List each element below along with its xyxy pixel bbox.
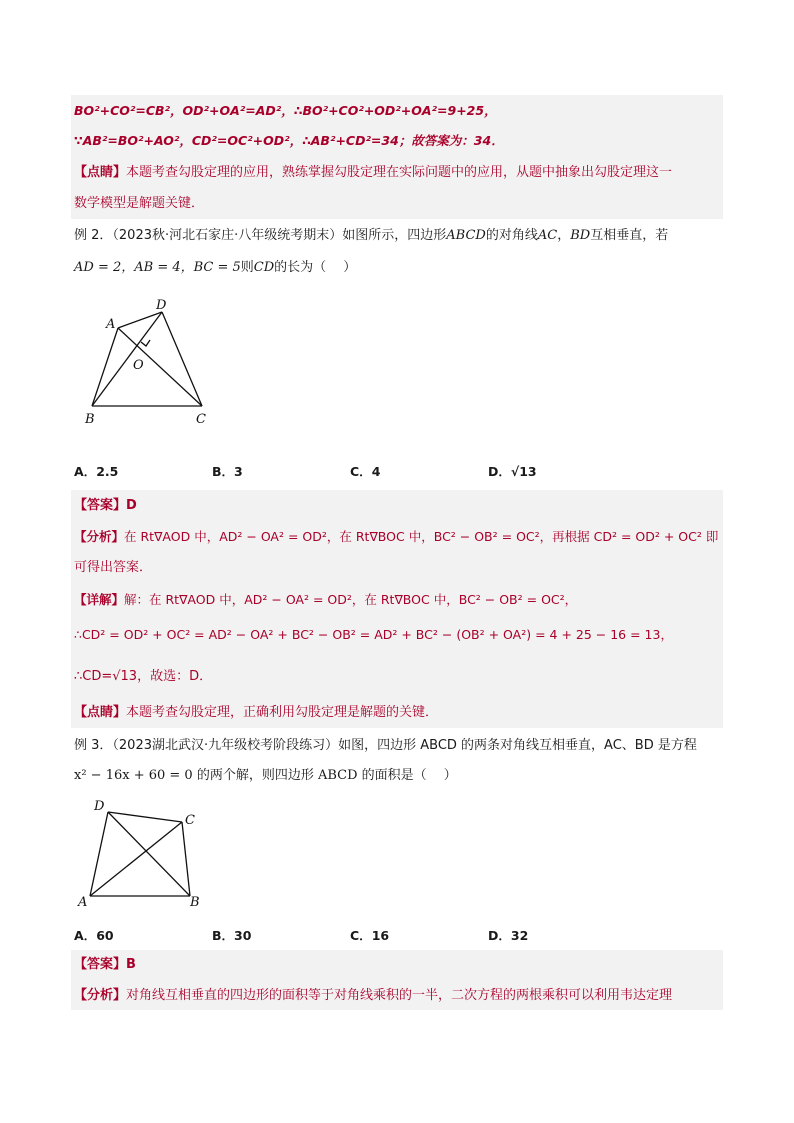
dianjing-1-cont: 数学模型是解题关键． <box>74 196 205 211</box>
example3-figure <box>72 792 212 912</box>
example2-figure <box>80 296 240 436</box>
ex3-option-a: A．60 <box>74 928 114 943</box>
ex2-option-d: D．√13 <box>488 464 537 479</box>
dianjing-1 <box>74 163 672 183</box>
ex2-option-a: A．2.5 <box>74 464 119 479</box>
example3-title: 例 3．（2023湖北武汉·九年级校考阶段练习）如图，四边形 ABCD 的两条对角线互相垂直，AC、BD 是方程 <box>74 738 697 753</box>
ex2-dianjing: 【点睛】本题考查勾股定理，正确利用勾股定理是解题的关键． <box>74 705 439 720</box>
ex2-label-o: O <box>133 358 144 373</box>
ex3-answer-value: B <box>126 957 136 972</box>
example2-condition: AD = 2，AB = 4，BC = 5则CD的长为（ ） <box>74 260 357 275</box>
ex2-detail-1: 【详解】解：在 Rt∇AOD 中，AD² − OA² = OD²，在 Rt∇BOC 中，BC² − OB² = OC²， <box>74 592 578 607</box>
ex2-analysis-cont: 可得出答案． <box>74 560 153 575</box>
ex2-answer-value: D <box>126 498 137 513</box>
ex2-detail-2: ∴CD² = OD² + OC² = AD² − OA² + BC² − OB² = AD² + BC² − (OB² + OA²) = 4 + 25 − 16 = 13， <box>74 627 673 642</box>
ex2-option-c: C．4 <box>350 464 381 479</box>
ex2-answer: 【答案】D <box>74 498 137 513</box>
solution-line-2: ∵AB²=BO²+AO²，CD²=OC²+OD²，∴AB²+CD²=34；故答案为：34． <box>74 133 504 148</box>
solution-line-1: BO²+CO²=CB²，OD²+OA²=AD²，∴BO²+CO²+OD²+OA²=9+25， <box>74 103 497 118</box>
example3-equation: x² − 16x + 60 = 0 的两个解，则四边形 ABCD 的面积是（ ） <box>74 768 457 783</box>
ex2-detail-3: ∴CD=√13，故选：D． <box>74 669 213 684</box>
ex2-label-d: D <box>156 298 167 313</box>
ex2-label-b: B <box>85 412 95 427</box>
ex3-option-b: B．30 <box>212 928 252 943</box>
ex3-option-d: D．32 <box>488 928 529 943</box>
ex3-label-c: C <box>185 813 195 828</box>
ex2-label-c: C <box>196 412 206 427</box>
ex2-analysis: 【分析】在 Rt∇AOD 中，AD² − OA² = OD²，在 Rt∇BOC 中，BC² − OB² = OC²，再根据 CD² = OD² + OC² 即 <box>74 529 719 544</box>
ex2-option-b: B．3 <box>212 464 243 479</box>
ex3-analysis: 【分析】对角线互相垂直的四边形的面积等于对角线乘积的一半，二次方程的两根乘积可以利用韦达定理 <box>74 988 673 1003</box>
dianjing-tag: 【点睛】 <box>74 165 127 180</box>
ex3-label-b: B <box>190 895 200 910</box>
ex3-label-a: A <box>78 895 88 910</box>
dianjing-text: 本题考查勾股定理的应用，熟练掌握勾股定理在实际问题中的应用，从题中抽象出勾股定理这一 <box>126 165 673 180</box>
ex3-option-c: C．16 <box>350 928 390 943</box>
ex2-label-a: A <box>106 317 116 332</box>
ex3-label-d: D <box>94 799 105 814</box>
ex3-answer: 【答案】B <box>74 957 136 972</box>
example2-title: 例 2．（2023秋·河北石家庄·八年级统考期末）如图所示，四边形ABCD的对角线AC，BD互相垂直，若 <box>74 228 669 243</box>
